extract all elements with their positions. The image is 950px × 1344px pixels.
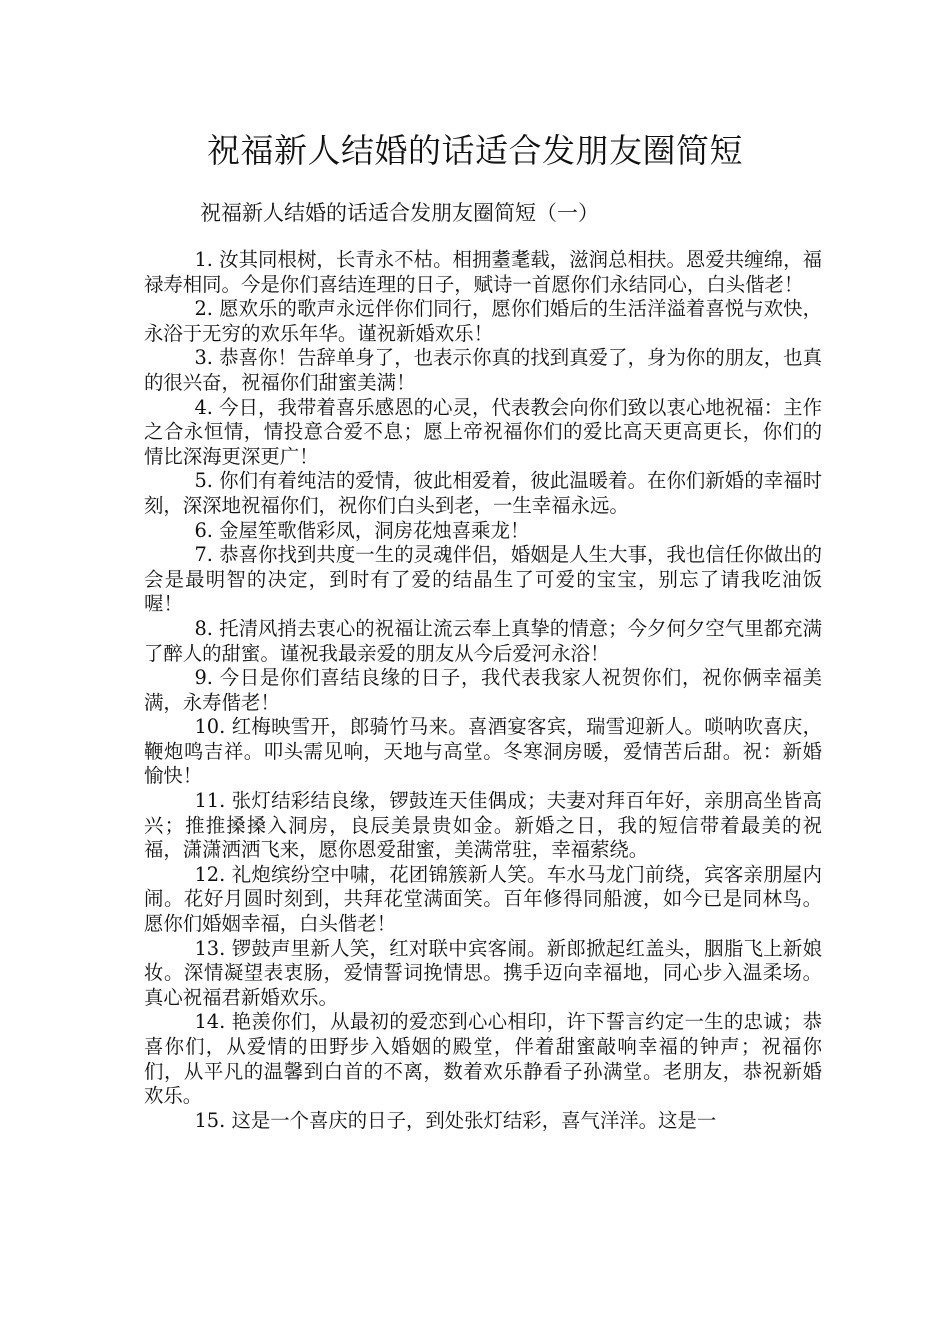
paragraph-5: 5. 你们有着纯洁的爱情，彼此相爱着，彼此温暖着。在你们新婚的幸福时刻，深深地祝福你们，祝你们白头到老，一生幸福永远。 [144, 469, 822, 517]
paragraph-4: 4. 今日，我带着喜乐感恩的心灵，代表教会向你们致以衷心地祝福：主作之合永恒情，情投意合爱不息；愿上帝祝福你们的爱比高天更高更长，你们的情比深海更深更广！ [144, 395, 822, 468]
paragraph-2: 2. 愿欢乐的歌声永远伴你们同行，愿你们婚后的生活洋溢着喜悦与欢快，永浴于无穷的欢乐年华。谨祝新婚欢乐！ [144, 297, 822, 345]
paragraph-6: 6. 金屋笙歌偕彩凤，洞房花烛喜乘龙！ [194, 518, 530, 542]
document-title: 祝福新人结婚的话适合发朋友圈简短 [207, 131, 743, 170]
paragraph-14: 14. 艳羡你们，从最初的爱恋到心心相印，许下誓言约定一生的忠诚；恭喜你们，从爱情的田野步入婚姻的殿堂，伴着甜蜜敲响幸福的钟声；祝福你们，从平凡的温馨到白首的不离，数着欢乐静看子孙满堂。老朋友，恭祝新婚欢乐。 [144, 1010, 822, 1108]
paragraph-13: 13. 锣鼓声里新人笑，红对联中宾客闹。新郎掀起红盖头，胭脂飞上新娘妆。深情凝望表衷肠，爱情誓词挽情思。携手迈向幸福地，同心步入温柔场。真心祝福君新婚欢乐。 [144, 936, 822, 1009]
paragraph-9: 9. 今日是你们喜结良缘的日子，我代表我家人祝贺你们，祝你俩幸福美满，永寿偕老！ [144, 666, 822, 714]
paragraph-10: 10. 红梅映雪开，郎骑竹马来。喜酒宴客宾，瑞雪迎新人。唢呐吹喜庆，鞭炮鸣吉祥。叩头需见响，天地与高堂。冬寒洞房暖，爱情苦后甜。祝：新婚愉快！ [144, 715, 822, 788]
paragraph-15: 15. 这是一个喜庆的日子，到处张灯结彩，喜气洋洋。这是一 [194, 1108, 717, 1132]
paragraph-8: 8. 托清风捎去衷心的祝福让流云奉上真挚的情意；今夕何夕空气里都充满了醉人的甜蜜。谨祝我最亲爱的朋友从今后爱河永浴！ [144, 616, 822, 665]
paragraph-1: 1. 汝其同根树，长青永不枯。相拥耋耄载，滋润总相扶。恩爱共缠绵，福禄寿相同。今是你们喜结连理的日子，赋诗一首愿你们永结同心，白头偕老！ [144, 248, 822, 296]
document-body [144, 248, 822, 1133]
paragraph-7: 7. 恭喜你找到共度一生的灵魂伴侣，婚姻是人生大事，我也信任你做出的会是最明智的决定，到时有了爱的结晶生了可爱的宝宝，别忘了请我吃油饭喔！ [144, 543, 822, 616]
section-heading: 祝福新人结婚的话适合发朋友圈简短（一） [200, 201, 599, 225]
paragraph-11: 11. 张灯结彩结良缘，锣鼓连天佳偶成；夫妻对拜百年好，亲朋高坐皆高兴；推推搡搡入洞房，良辰美景贵如金。新婚之日，我的短信带着最美的祝福，潇潇洒洒飞来，愿你恩爱甜蜜，美满常驻，幸福萦绕。 [144, 789, 822, 862]
paragraph-12: 12. 礼炮缤纷空中啸，花团锦簇新人笑。车水马龙门前绕，宾客亲朋屋内闹。花好月圆时刻到，共拜花堂满面笑。百年修得同船渡，如今已是同林鸟。愿你们婚姻幸福，白头偕老！ [144, 862, 822, 936]
paragraph-3: 3. 恭喜你！告辞单身了，也表示你真的找到真爱了，身为你的朋友，也真的很兴奋，祝福你们甜蜜美满！ [144, 346, 822, 394]
